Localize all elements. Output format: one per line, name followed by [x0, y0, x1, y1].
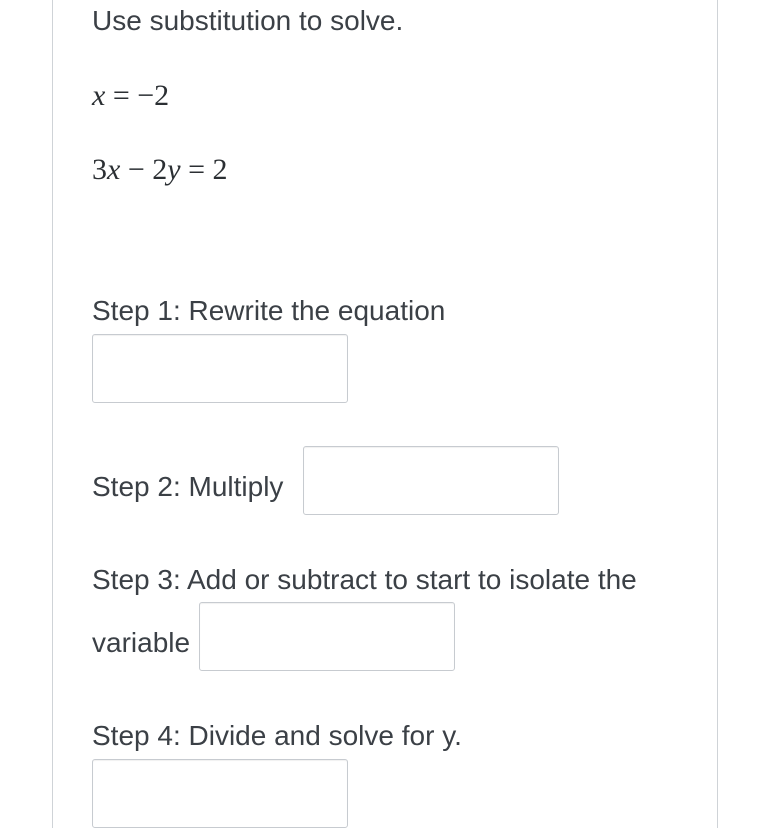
eq2-variable-y: y [167, 153, 181, 186]
question-panel [52, 0, 718, 828]
equation-1 [92, 78, 169, 114]
equation-2 [92, 152, 228, 188]
eq2-rest: = 2 [180, 153, 228, 186]
eq1-variable: x [92, 79, 106, 112]
step-3-answer-field[interactable] [199, 602, 455, 671]
step-1-label: Step 1: Rewrite the equation [92, 295, 446, 326]
step-3-label-line1: Step 3: Add or subtract to start to isolate the [92, 564, 637, 595]
step-2-answer-field[interactable] [303, 446, 559, 515]
step-2-label: Step 2: Multiply [92, 471, 284, 502]
eq2-variable-x: x [107, 153, 121, 186]
eq1-rest: = −2 [105, 79, 170, 112]
step-3-label-line2: variable [92, 627, 191, 658]
question-instruction: Use substitution to solve. [92, 5, 404, 36]
step-4-answer-field[interactable] [92, 759, 348, 828]
eq2-middle: − 2 [120, 153, 168, 186]
step-4-label: Step 4: Divide and solve for y. [92, 720, 462, 751]
eq2-coefficient: 3 [92, 153, 107, 186]
step-1-answer-field[interactable] [92, 334, 348, 403]
